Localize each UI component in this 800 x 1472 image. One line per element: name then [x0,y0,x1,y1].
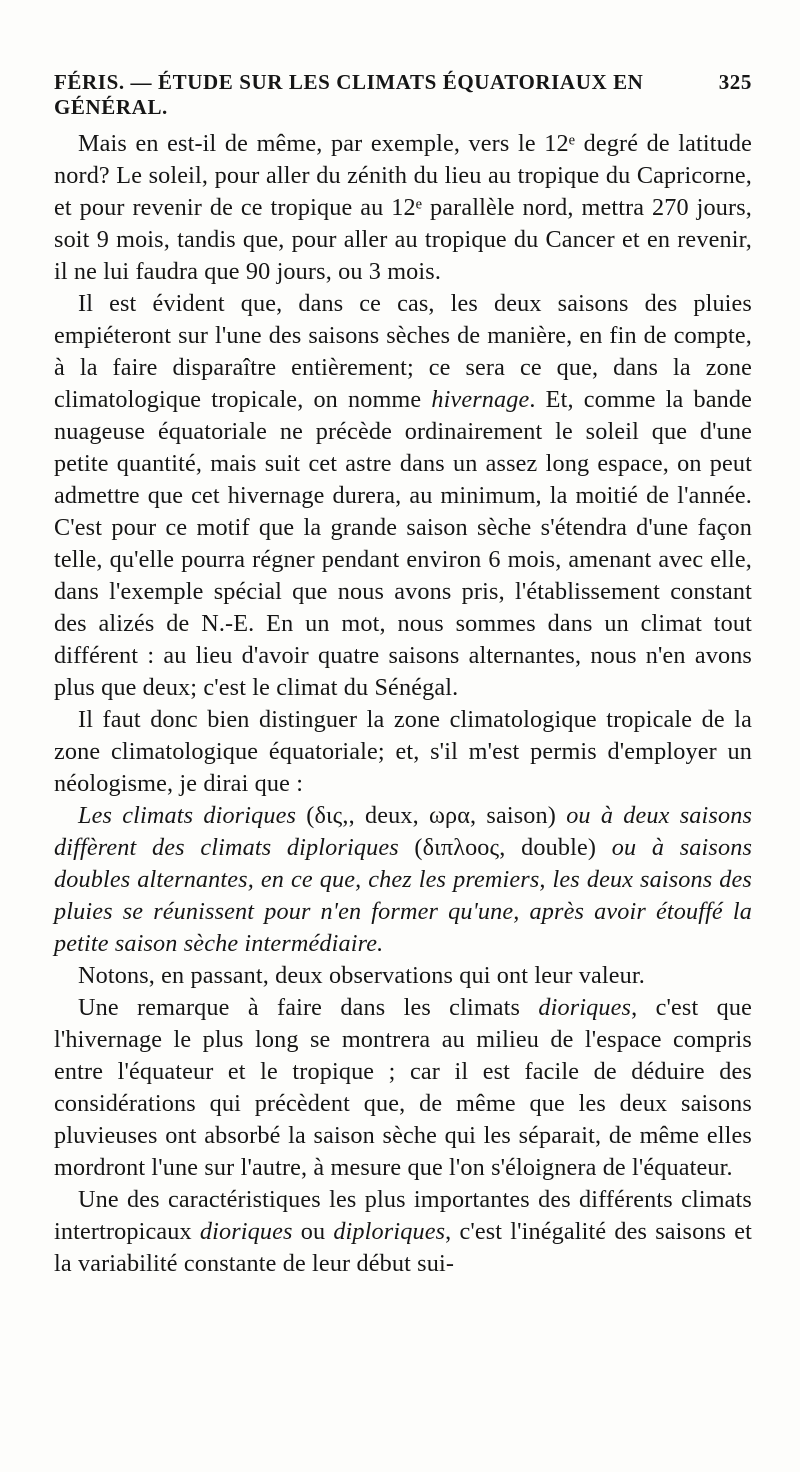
paragraph [54,1184,752,1280]
paragraph [54,992,752,1184]
text-run: , c'est l'inégalité des saisons et la variabilité constante de leur début sui- [54,1218,752,1277]
paragraph: Notons, en passant, deux observations qui ont leur valeur. [78,962,645,989]
text-run: , c'est que l'hivernage le plus long se montrera au milieu de l'espace compris entre l'équateur et le tropique ; car il est facile de déduire des considérations qui précèdent que, de même que les deux saisons pluvieuses ont absorbé la saison sèche qui les séparait, de même elles mordront l'une sur l'autre, à mesure que l'on s'éloignera de l'équateur. [54,994,752,1181]
paragraph: Il faut donc bien distinguer la zone climatologique tropicale de la zone climatologique équatoriale; et, s'il m'est permis d'employer un néologisme, je dirai que : [54,706,752,797]
etymology: (δις,, deux, ωρα, saison) [296,802,567,829]
text-run: ou [292,1218,334,1245]
page-number: 325 [718,70,752,94]
text-run: ou à saisons doubles alternantes, en ce que, chez les premiers, les deux saisons des pluies se réunissent pour n'en former qu'une, après avoir étouffé la petite saison sèche intermédiaire. [54,834,753,957]
emphasis-term: dioriques [199,1218,293,1245]
emphasis-term: hivernage [431,386,530,413]
paragraph: Mais en est-il de même, par exemple, vers le 12ᵉ degré de latitude nord? Le soleil, pour aller du zénith du lieu au tropique du Capricorne, et pour revenir de ce tropique au 12ᵉ parallèle nord, mettra 270 jours, soit 9 mois, tandis que, pour aller au tropique du Cancer et en revenir, il ne lui faudra que 90 jours, ou 3 mois. [54,130,752,285]
text-run: Les climats dioriques [78,802,297,829]
text-run: Une remarque à faire dans les climats [78,994,539,1021]
emphasis-term: dioriques [538,994,632,1021]
emphasis-term: diploriques [333,1218,446,1245]
body-text [54,128,752,1280]
text-run: ou à deux saisons diffèrent des climats diploriques [54,802,753,861]
paragraph [54,288,752,704]
definition-paragraph [54,800,752,960]
text-run: Il est évident que, dans ce cas, les deux saisons des pluies empiéteront sur l'une des saisons sèches de manière, en fin de compte, à la faire disparaître entièrement; ce sera ce que, dans la zone climatologique tropicale, on nomme [54,290,752,413]
text-run: . Et, comme la bande nuageuse équatoriale ne précède ordinairement le soleil que d'une petite quantité, mais suit cet astre dans un assez long espace, on peut admettre que cet hivernage durera, au minimum, la moitié de l'année. C'est pour ce motif que la grande saison sèche s'étendra d'une façon telle, qu'elle pourra régner pendant environ 6 mois, amenant avec elle, dans l'exemple spécial que nous avons pris, l'établissement constant des alizés de N.-E. En un mot, nous sommes dans un climat tout différent : au lieu d'avoir quatre saisons alternantes, nous n'en avons plus que deux; c'est le climat du Sénégal. [54,386,752,701]
etymology: (διπλοος, double) [398,834,612,861]
running-head-title: FÉRIS. — ÉTUDE SUR LES CLIMATS ÉQUATORIAUX EN GÉNÉRAL. [54,70,644,119]
running-head [54,70,752,120]
text-run: Une des caractéristiques les plus importantes des différents climats intertropicaux [54,1186,752,1245]
